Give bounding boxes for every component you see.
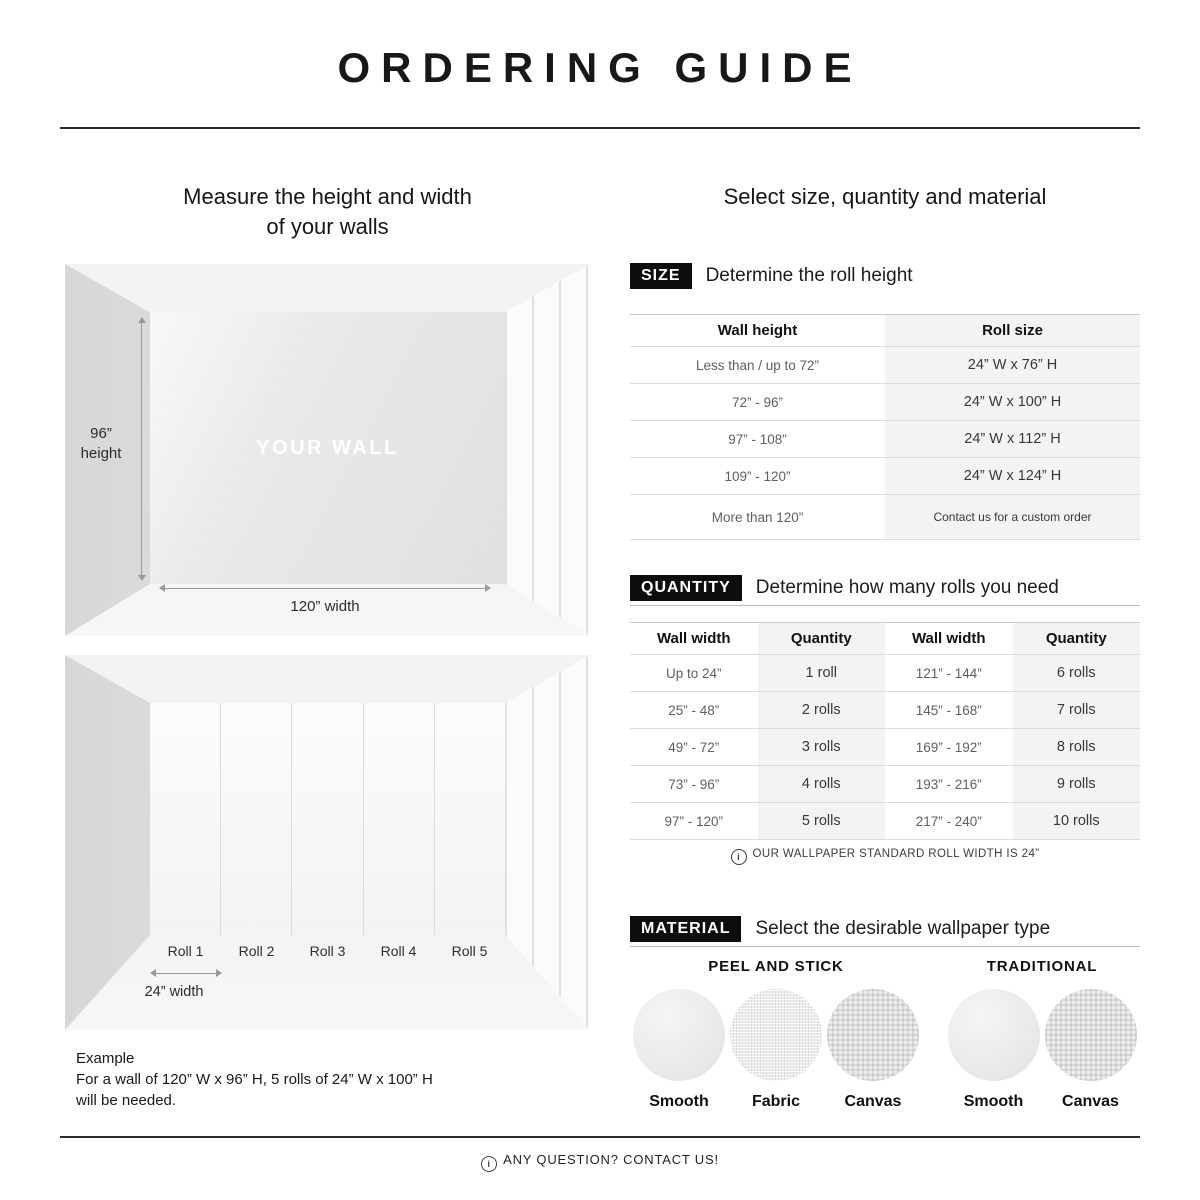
material-badge: MATERIAL [630, 916, 741, 942]
swatch-labels [944, 1093, 1140, 1111]
wall-width-cell: 49” - 72” [668, 739, 720, 755]
material-group-peel-and-stick [630, 958, 922, 1111]
roll-width-dimension-line [151, 973, 221, 974]
wall-width-cell: 25” - 48” [668, 702, 720, 718]
material-subtitle: Select the desirable wallpaper type [755, 918, 1051, 939]
wall-width-header: Wall width [656, 630, 731, 647]
footer-divider [60, 1136, 1140, 1138]
wall-height-header: Wall height [717, 322, 798, 339]
wall-width-cell: 217” - 240” [915, 813, 982, 829]
quantity-cell: 3 rolls [758, 729, 886, 765]
swatch-row [944, 989, 1140, 1081]
info-icon: i [731, 849, 747, 865]
window-illustration [505, 264, 590, 636]
quantity-table-header [630, 623, 1140, 655]
quantity-cell: 9 rolls [1013, 766, 1141, 802]
wall-width-cell: 145” - 168” [915, 702, 982, 718]
quantity-cell: 4 rolls [758, 766, 886, 802]
measure-heading-line2: of your walls [266, 214, 389, 239]
swatch-label: Fabric [751, 1093, 800, 1110]
fabric-texture-swatch [730, 989, 822, 1081]
wall-width-cell: Up to 24” [665, 665, 722, 681]
quantity-cell: 6 rolls [1013, 655, 1141, 691]
size-badge: SIZE [630, 263, 692, 289]
wall-height-cell: Less than / up to 72” [695, 357, 820, 373]
size-table [630, 314, 1140, 540]
your-wall-label: YOUR WALL [256, 436, 399, 459]
size-table-header [630, 315, 1140, 347]
canvas-texture-swatch [827, 989, 919, 1081]
material-group-traditional [944, 958, 1140, 1111]
quantity-head-divider [630, 605, 1140, 606]
roll-panel [435, 703, 505, 935]
size-subtitle: Determine the roll height [705, 265, 913, 286]
top-divider [60, 127, 1140, 129]
swatch-label: Canvas [1062, 1093, 1119, 1110]
swatch-label: Smooth [963, 1093, 1024, 1110]
page-title: ORDERING GUIDE [337, 44, 863, 91]
roll-size-cell [885, 495, 1140, 539]
roll-width-note [630, 848, 1140, 865]
material-section-head [630, 916, 1140, 942]
size-table-row [630, 458, 1140, 495]
roll-size-cell: 24” W x 112” H [885, 421, 1140, 457]
height-dimension-line [141, 318, 142, 580]
roll-width-dimension-label: 24” width [144, 984, 204, 1000]
measure-heading-line1: Measure the height and width [183, 184, 472, 209]
roll-label: Roll 5 [451, 943, 488, 959]
roll-size-cell: 24” W x 124” H [885, 458, 1140, 494]
swatch-row [630, 989, 922, 1081]
quantity-cell: 1 roll [758, 655, 886, 691]
roll-label: Roll 4 [380, 943, 417, 959]
wall-height-cell: More than 120” [711, 509, 804, 525]
example-note [76, 1048, 433, 1111]
size-table-row [630, 495, 1140, 540]
quantity-table [630, 622, 1140, 840]
quantity-table-row [630, 729, 1140, 766]
roll-panel [221, 703, 292, 935]
canvas-texture-swatch [1045, 989, 1137, 1081]
quantity-badge: QUANTITY [630, 575, 742, 601]
measure-heading [65, 182, 590, 242]
size-section-head [630, 263, 1140, 289]
quantity-table-row [630, 692, 1140, 729]
quantity-header: Quantity [1013, 623, 1141, 654]
swatch-label: Canvas [844, 1093, 902, 1110]
quantity-cell: 7 rolls [1013, 692, 1141, 728]
quantity-subtitle: Determine how many rolls you need [755, 577, 1059, 598]
width-dimension-label: 120” width [290, 598, 360, 615]
example-line2: will be needed. [76, 1092, 177, 1109]
roll-size-cell: 24” W x 76” H [885, 347, 1140, 383]
select-heading: Select size, quantity and material [723, 184, 1047, 209]
roll-panel [150, 703, 221, 935]
size-table-row [630, 347, 1140, 384]
material-group-name: TRADITIONAL [986, 958, 1098, 975]
example-title: Example [76, 1050, 135, 1067]
wallpaper-roll-panels [150, 703, 505, 935]
wall-width-cell: 193” - 216” [915, 776, 982, 792]
footer-note [0, 1152, 1200, 1172]
smooth-texture-swatch [948, 989, 1040, 1081]
quantity-cell: 5 rolls [758, 803, 886, 839]
rolls-illustration [65, 655, 590, 1030]
material-group-name: PEEL AND STICK [708, 958, 844, 975]
roll-size-header: Roll size [885, 315, 1140, 346]
example-line1: For a wall of 120” W x 96” H, 5 rolls of 24” W x 100” H [76, 1071, 433, 1088]
quantity-header: Quantity [758, 623, 886, 654]
wall-height-cell: 109” - 120” [724, 468, 791, 484]
size-table-row [630, 421, 1140, 458]
wall-height-cell: 97” - 108” [728, 431, 787, 447]
wall-width-cell: 121” - 144” [915, 665, 982, 681]
quantity-cell: 8 rolls [1013, 729, 1141, 765]
swatch-label: Smooth [649, 1093, 709, 1110]
roll-panel [364, 703, 435, 935]
wall-measure-illustration [65, 264, 590, 636]
wall-width-header: Wall width [911, 630, 986, 647]
roll-labels [150, 943, 505, 959]
smooth-texture-swatch [633, 989, 725, 1081]
quantity-table-row [630, 803, 1140, 840]
roll-width-note-text: OUR WALLPAPER STANDARD ROLL WIDTH IS 24” [752, 848, 1040, 860]
material-head-divider [630, 946, 1140, 947]
material-options [630, 958, 1140, 1111]
height-dimension-label [69, 424, 133, 464]
roll-label: Roll 1 [167, 943, 204, 959]
height-value: 96” [90, 425, 112, 442]
height-word: height [80, 445, 122, 462]
roll-size-cell: 24” W x 100” H [885, 384, 1140, 420]
width-dimension-line [160, 588, 490, 589]
quantity-cell: 10 rolls [1013, 803, 1141, 839]
wall-width-cell: 97” - 120” [664, 813, 724, 829]
roll-panel [292, 703, 363, 935]
roll-label: Roll 2 [238, 943, 275, 959]
main-wall [150, 312, 505, 584]
size-table-row [630, 384, 1140, 421]
quantity-section-head [630, 575, 1140, 601]
roll-label: Roll 3 [309, 943, 346, 959]
wall-width-cell: 73” - 96” [668, 776, 720, 792]
footer-note-text: ANY QUESTION? CONTACT US! [503, 1152, 719, 1167]
custom-order-text: Contact us for a custom order [933, 509, 1092, 524]
quantity-table-row [630, 655, 1140, 692]
wall-height-cell: 72” - 96” [731, 394, 784, 410]
wall-width-cell: 169” - 192” [915, 739, 982, 755]
swatch-labels [630, 1093, 922, 1111]
quantity-table-row [630, 766, 1140, 803]
quantity-cell: 2 rolls [758, 692, 886, 728]
info-icon: i [481, 1156, 497, 1172]
